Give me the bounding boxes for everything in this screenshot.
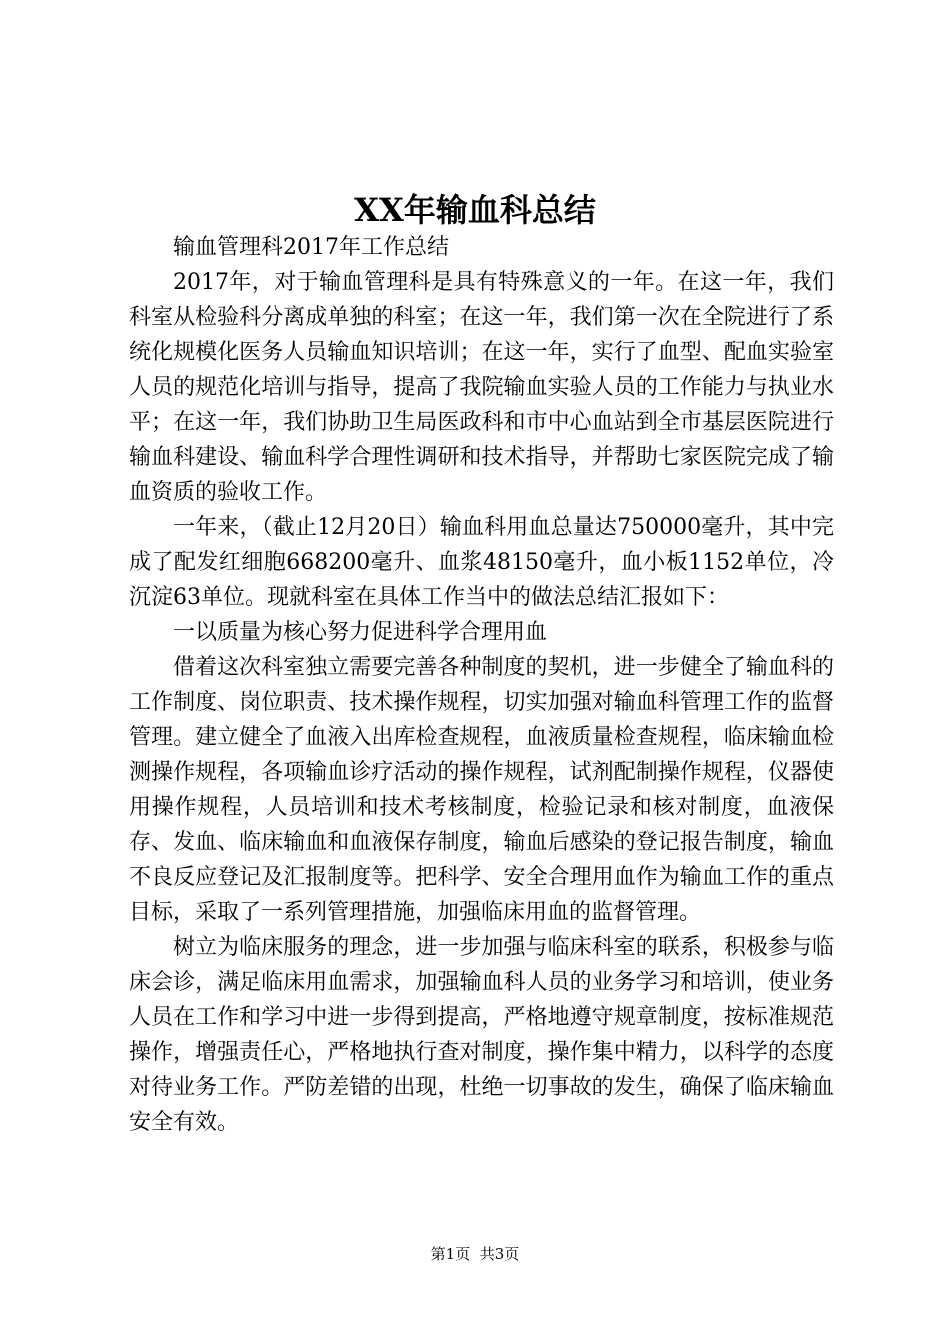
section-heading: 输血管理科2017年工作总结 — [173, 235, 449, 260]
section-heading: 一以质量为核心努力促进科学合理用血 — [173, 620, 548, 645]
document-body — [129, 230, 834, 1140]
paragraph: 借着这次科室独立需要完善各种制度的契机，进一步健全了输血科的工作制度、岗位职责、技术操作规程，切实加强对输血科管理工作的监督管理。建立健全了血液入出库检查规程，血液质量检查规程，临床输血检测操作规程，各项输血诊疗活动的操作规程，试剂配制操作规程，仪器使用操作规程，人员培训和技术考核制度，检验记录和核对制度，血液保存、发血、临床输血和血液保存制度，输血后感染的登记报告制度，输血不良反应登记及汇报制度等。把科学、安全合理用血作为输血工作的重点目标，采取了一系列管理措施，加强临床用血的监督管理。 — [129, 655, 834, 925]
page-number: 第1页 — [430, 1245, 471, 1263]
paragraph: 树立为临床服务的理念，进一步加强与临床科室的联系，积极参与临床会诊，满足临床用血需求，加强输血科人员的业务学习和培训，使业务人员在工作和学习中进一步得到提高，严格地遵守规章制度，按标准规范操作，增强责任心，严格地执行查对制度，操作集中精力，以科学的态度对待业务工作。严防差错的出现，杜绝一切事故的发生，确保了临床输血安全有效。 — [129, 935, 834, 1135]
page-total: 共3页 — [479, 1245, 520, 1263]
paragraph: 2017年，对于输血管理科是具有特殊意义的一年。在这一年，我们科室从检验科分离成单独的科室；在这一年，我们第一次在全院进行了系统化规模化医务人员输血知识培训；在这一年，实行了血型、配血实验室人员的规范化培训与指导，提高了我院输血实验人员的工作能力与执业水平；在这一年，我们协助卫生局医政科和市中心血站到全市基层医院进行输血科建设、输血科学合理性调研和技术指导，并帮助七家医院完成了输血资质的验收工作。 — [129, 270, 834, 505]
paragraph: 一年来，（截止12月20日）输血科用血总量达750000毫升，其中完成了配发红细胞668200毫升、血浆48150毫升，血小板1152单位，冷沉淀63单位。现就科室在具体工作当中的做法总结汇报如下： — [129, 515, 834, 610]
document-title: XX年输血科总结 — [354, 191, 596, 229]
page-footer — [0, 1244, 950, 1264]
